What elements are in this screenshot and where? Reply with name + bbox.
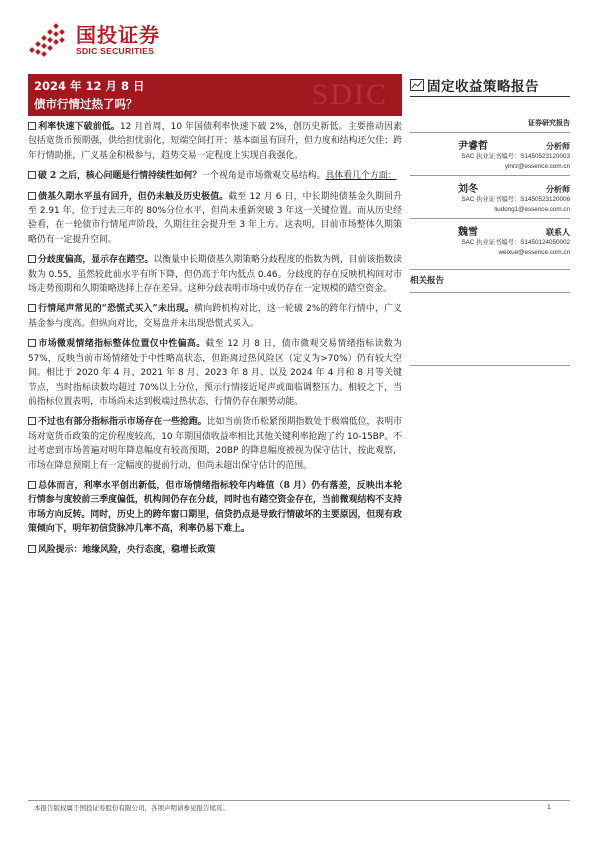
report-tag: 证券研究报告: [528, 118, 570, 127]
analyst-role: 分析师: [546, 141, 570, 151]
paragraph: [28, 120, 402, 163]
paragraph-heading: 不过也有部分指标指示市场存在一些抢跑。: [38, 417, 207, 428]
checkbox-bullet-icon: [28, 339, 36, 347]
checkbox-bullet-icon: [28, 171, 36, 179]
paragraph: [28, 479, 402, 537]
analyst-cert: SAC 执业证书编号：S1450523120006: [461, 196, 570, 203]
checkbox-bullet-icon: [28, 417, 36, 425]
paragraph-text: 以衡量中长期债基久期策略分歧程度的指数为例，目前该指数读数为 0.55，虽然较此前水平有所下降，但仍高于年内低点 0.46。分歧度的存在反映机构间对市场走势预期和久期策略选择上存在差异。这种分歧表明市场中或仍存在一定规模的踏空资金。: [28, 255, 403, 295]
paragraph-heading: 分歧度偏高，显示存在踏空。: [38, 255, 154, 266]
page-number: 1: [546, 803, 551, 811]
analyst-cert: SAC 执业证书编号：S1450523120003: [461, 153, 570, 160]
risk-warning: 风险提示：地缘风险，央行态度，稳增长政策: [38, 544, 216, 555]
paragraph-heading: 债基久期水平虽有回升，但仍未触及历史极值。: [38, 191, 229, 202]
report-title: 债市行情过热了吗？: [34, 97, 138, 111]
paragraph-text: 一个视角是市场微观交易结构。: [201, 171, 326, 182]
report-type-label: 固定收益策略报告: [427, 79, 539, 95]
paragraph-text: 12 月首周，10 年国债利率快速下破 2%，创历史新低。主要推动因素包括宽货币预期强，供给担忧弱化，短端空间打开；基本面虽有回升，但力度和结构还欠佳；跨年行情助推，广义基金积极参与，趋势交易一定程度上实现自我强化。: [28, 122, 402, 161]
paragraph: [28, 253, 402, 296]
checkbox-bullet-icon: [28, 192, 36, 200]
paragraph: [28, 169, 402, 183]
related-reports-title: 相关报告: [410, 276, 445, 286]
paragraph: [28, 190, 402, 248]
paragraph-text: 截至 12 月 8 日，债市微观交易情绪指标读数为 57%，反映当前市场情绪处于中性略高状态，但距离过热风险区（定义为>70%）仍有较大空间。相比于 2020 年 4 月、2021 年 8 月、2023 年 8 月、以及 2024 年 4 月和 8 月等关键节点，当时指标读数均超过 70%以上分位，预示行情接近尾声或面临调整压力。相较之下，当前指标位置表明，市场尚未达到极端过热状态，行情仍存在顺势动能。: [28, 339, 402, 407]
logo-mark-icon: [28, 22, 70, 58]
paragraph-text: 比如当前货币松紧预期指数处于极端低位，表明市场对宽货币政策的定价程度较高，10 年期国债收益率相比其他关键利率抢跑了约 10-15BP。不过考虑到市场普遍对明年降息幅度有较高预期，20BP 的降息幅度被视为保守估计，按此观察，市场在降息预期上有一定幅度的提前行动，但尚未超出保守估计的范围。: [28, 417, 402, 471]
paragraph-text: 横向跨机构对比，这一轮破 2%的跨年行情中，广义基金参与度高。但纵向对比，交易盘并未出现恐慌式买入。: [28, 304, 402, 329]
chart-icon: [410, 79, 424, 91]
related-reports-list: [410, 292, 570, 366]
header-divider: [410, 96, 570, 97]
checkbox-bullet-icon: [28, 304, 36, 312]
analyst-role: 分析师: [546, 184, 570, 194]
paragraph-underline: 具体看几个方面：: [325, 171, 397, 182]
report-date: 2024 年 12 月 8 日: [34, 79, 145, 93]
checkbox-bullet-icon: [28, 481, 36, 489]
checkbox-bullet-icon: [28, 255, 36, 263]
paragraph: [28, 415, 402, 473]
analyst-name: 魏雪: [458, 227, 478, 238]
paragraph-heading: 利率快速下破前低。: [38, 122, 120, 132]
related-reports: [410, 269, 570, 366]
analyst-name: 尹睿哲: [458, 141, 488, 152]
analyst-email[interactable]: weixue@essence.com.cn: [498, 249, 570, 256]
paragraph: [28, 337, 402, 409]
paragraph-text: 截至 12 月 6 日，中长期纯债基金久期回升至 2.91 年，位于过去三年的 80%分位水平，但尚未重新突破 3 年这一关键位置。而从历史经验看，在一轮债市行情尾声阶段，久期往往会提升至 3 年上方。这表明，目前市场整体久期策略仍有一定提升空间。: [28, 191, 402, 245]
logo-chinese-name: 国投证券: [76, 23, 160, 47]
analyst-email[interactable]: yinrz@essence.com.cn: [504, 163, 570, 170]
main-body: [28, 120, 402, 563]
analyst-email[interactable]: liudong1@essence.com.cn: [494, 206, 570, 213]
company-logo: [28, 22, 160, 58]
footer-disclaimer: 本报告版权属于国投证券股份有限公司，各项声明请参见报告尾页。: [34, 804, 229, 812]
footer-divider: [28, 800, 570, 801]
checkbox-bullet-icon: [28, 545, 36, 553]
paragraph-heading: 总体而言，利率水平创出新低，但市场情绪指标较年内峰值（8 月）仍有落差，反映出本轮行情参与度较前三季度偏低，机构间仍存在分歧，同时也有踏空资金存在，当前微观结构不支持市场方向反转。同时，历史上的跨年窗口期里，信贷扔点是导致行情破坏的主要原因，但现有政策倾向下，明年初信贷脉冲几率不高，利率仍易下难上。: [28, 480, 402, 535]
analyst-cert: SAC 执业证书编号：S1450124050002: [461, 239, 570, 246]
logo-english-name: SDIC SECURITIES: [76, 46, 155, 56]
analyst-name: 刘冬: [458, 184, 478, 195]
sidebar: [410, 118, 570, 366]
paragraph: [28, 302, 402, 331]
paragraph: [28, 543, 402, 557]
analyst-role: 联系人: [546, 227, 570, 237]
report-type-header: [410, 74, 570, 96]
paragraph-heading: 行情尾声常见的“恐慌式买入”未出现。: [38, 304, 195, 315]
paragraph-heading: 破 2 之后，核心问题是行情持续性如何？: [38, 171, 202, 182]
paragraph-heading: 市场微观情绪指标整体位置仅中性偏高。: [38, 339, 206, 350]
analyst-card: [410, 218, 570, 261]
analyst-card: [410, 132, 570, 175]
checkbox-bullet-icon: [28, 122, 36, 130]
title-banner: [28, 74, 402, 116]
analyst-card: [410, 175, 570, 218]
banner-watermark: SDIC: [311, 78, 388, 111]
